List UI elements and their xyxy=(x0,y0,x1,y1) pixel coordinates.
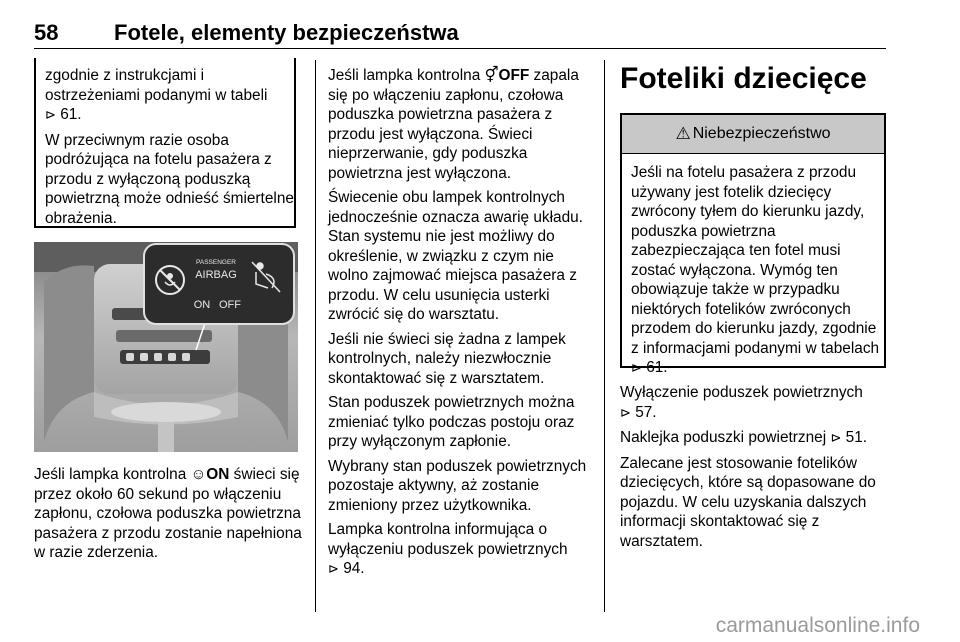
airbag-indicator-photo xyxy=(34,242,298,452)
page-ref-arrow-icon: ⊳ xyxy=(620,405,631,421)
page-header xyxy=(34,12,926,52)
paragraph-airbag-on: Jeśli lampka kontrolna ☺ON świeci się przez około 60 sekund po włączeniu zapłonu, czołowa poduszka powietrzna pasażera z przodu zostanie napełniona w razie zderzenia. xyxy=(34,466,302,561)
page-ref[interactable]: 61. xyxy=(646,359,668,376)
page-ref-arrow-icon: ⊳ xyxy=(631,361,642,376)
panel-label-on: ON xyxy=(193,299,211,311)
paragraph-airbag-off: Jeśli lampka kontrolna ⚥OFF zapala się po włączeniu zapłonu, czołowa poduszka powietrzna pasażera z przodu jest wyłączona. Świeci nieprzerwanie, gdy poduszka powietrzna jest wyłączona. xyxy=(328,67,579,182)
section-title: Foteliki dziecięce xyxy=(620,62,867,95)
warning-triangle-icon: ⚠ xyxy=(675,124,691,143)
column-1-text xyxy=(34,465,302,568)
panel-label-passenger: PASSENGER xyxy=(196,259,236,266)
paragraph-state-persist: Wybrany stan poduszek powietrznych pozostaje aktywny, aż zostanie zmieniony przez użytkownika. xyxy=(328,457,587,514)
page-ref[interactable]: 61. xyxy=(60,106,82,123)
paragraph-no-lamps: Jeśli nie świeci się żadna z lampek kontrolnych, należy niezwłocznie skontaktować się z warsztatem. xyxy=(328,330,566,387)
warning-paragraph-2: W przeciwnym razie osoba podróżująca na fotelu pasażera z przodu z wyłączoną poduszką powietrzną może odnieść śmiertelne obrażenia. xyxy=(45,131,294,227)
column-3-text xyxy=(620,383,892,556)
danger-title: Niebezpieczeństwo xyxy=(692,125,831,142)
paragraph-airbag-label-ref: Naklejka poduszki powietrznej ⊳ 51. xyxy=(620,429,868,446)
danger-box xyxy=(620,113,886,376)
panel-label-airbag: AIRBAG xyxy=(195,269,237,281)
page-ref[interactable]: 51. xyxy=(845,429,868,446)
column-divider-right xyxy=(604,60,605,612)
paragraph-recommendation: Zalecane jest stosowanie fotelików dziecięcych, które są dopasowane do pojazdu. W celu uzyskania dalszych informacji skontaktować się z warsztatem. xyxy=(620,454,876,550)
header-rule xyxy=(34,48,886,49)
page-ref[interactable]: 94. xyxy=(343,560,365,577)
paragraph-indicator-ref: Lampka kontrolna informująca o wyłączeniu poduszek powietrznych ⊳ 94. xyxy=(328,521,568,577)
paragraph-change-state: Stan poduszek powietrznych można zmieniać tylko podczas postoju oraz przy wyłączonym zapłonie. xyxy=(328,394,575,450)
danger-box-body: Jeśli na fotelu pasażera z przodu używany jest fotelik dziecięcy zwrócony tyłem do kierunku jazdy, poduszka powietrzna zabezpieczająca ten fotel musi zostać wyłączona. Wymóg ten obowiązuje także w przypadku niektórych fotelików zwróconych przodem do kierunku jazdy, zgodnie z informacjami podanymi w tabelach ⊳ 61. xyxy=(631,164,880,376)
page-ref-arrow-icon: ⊳ xyxy=(830,431,842,446)
chapter-title: Fotele, elementy bezpieczeństwa xyxy=(114,20,459,45)
indicator-off-label: OFF xyxy=(498,67,530,84)
paragraph-both-lamps: Świecenie obu lampek kontrolnych jednocześnie oznacza awarię układu. Stan systemu nie jest możliwy do określenie, w związku z czym nie wolno zajmować miejsca pasażera z przodu. W celu usunięcia usterki zwrócić się do warsztatu. xyxy=(328,189,583,323)
indicator-on-label: ON xyxy=(206,466,230,483)
page-ref-arrow-icon: ⊳ xyxy=(328,562,339,577)
warning-paragraph-1: zgodnie z instrukcjami i ostrzeżeniami podanymi w tabeli ⊳ 61. xyxy=(45,67,268,123)
page-ref-arrow-icon: ⊳ xyxy=(45,108,56,123)
paragraph-airbag-deactivation-ref: Wyłączenie poduszek powietrznych ⊳ 57. xyxy=(620,384,863,421)
warning-box-continuation xyxy=(34,58,296,228)
danger-box-header xyxy=(622,115,884,154)
airbag-on-indicator-icon: ☺ xyxy=(190,466,207,483)
column-2-text xyxy=(328,66,596,585)
watermark: carmanualsonline.info xyxy=(715,614,920,637)
column-divider-left xyxy=(315,60,316,612)
page-ref[interactable]: 57. xyxy=(635,403,657,421)
panel-label-off: OFF xyxy=(219,299,241,311)
airbag-off-indicator-icon: ⚥ xyxy=(484,67,499,84)
page-number: 58 xyxy=(34,20,59,45)
